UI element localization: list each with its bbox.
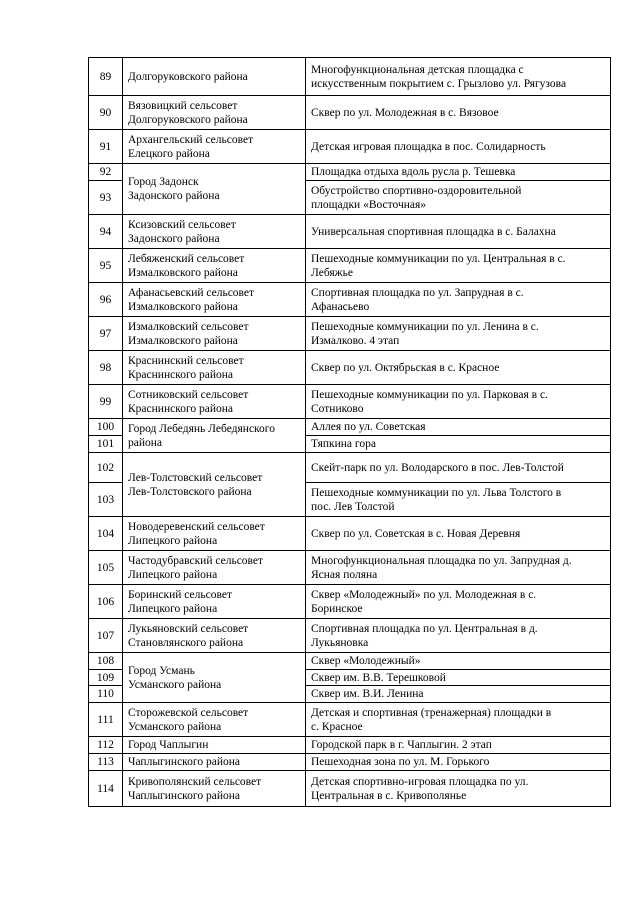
municipality-line: Краснинского района xyxy=(128,402,234,415)
object-cell xyxy=(306,686,611,703)
municipality-line: Лев-Толстовский сельсовет xyxy=(128,471,263,484)
municipality-line: Задонского района xyxy=(128,232,220,245)
object-line: Пешеходные коммуникации по ул. Льва Толстого в xyxy=(311,486,562,499)
object-line: с. Красное xyxy=(311,720,363,733)
municipality-line: Лебяженский сельсовет xyxy=(128,252,245,265)
object-line: Городской парк в г. Чаплыгин. 2 этап xyxy=(311,739,492,751)
object-line: Сквер «Молодежный» xyxy=(311,655,421,667)
object-cell xyxy=(306,351,611,385)
object-cell xyxy=(306,130,611,164)
object-line: Лукьяновка xyxy=(311,636,369,649)
object-cell xyxy=(306,653,611,670)
municipality-cell xyxy=(123,249,306,283)
object-line: Измалково. 4 этап xyxy=(311,334,400,347)
row-number: 91 xyxy=(89,130,123,164)
row-number: 109 xyxy=(89,670,123,686)
object-cell xyxy=(306,249,611,283)
object-cell xyxy=(306,670,611,686)
table-row xyxy=(89,351,611,385)
table-row xyxy=(89,703,611,737)
projects-table xyxy=(88,57,611,807)
table-row xyxy=(89,737,611,754)
row-number: 111 xyxy=(89,703,123,737)
municipality-line: Долгоруковского района xyxy=(128,113,248,126)
municipality-cell xyxy=(123,771,306,807)
row-number: 100 xyxy=(89,419,123,436)
municipality-line: Вязовицкий сельсовет xyxy=(128,99,238,112)
table-row xyxy=(89,453,611,483)
table-row xyxy=(89,164,611,181)
object-cell xyxy=(306,703,611,737)
object-line: Афанасьево xyxy=(311,300,370,313)
row-number: 113 xyxy=(89,754,123,771)
object-line: площадки «Восточная» xyxy=(311,198,427,211)
object-cell xyxy=(306,96,611,130)
municipality-line: Боринский сельсовет xyxy=(128,588,232,601)
object-line: пос. Лев Толстой xyxy=(311,500,395,513)
municipality-cell xyxy=(123,653,306,703)
row-number: 103 xyxy=(89,483,123,517)
municipality-line: Город Чаплыгин xyxy=(128,739,209,751)
object-line: Тяпкина гора xyxy=(311,438,376,450)
municipality-cell xyxy=(123,585,306,619)
object-cell xyxy=(306,483,611,517)
object-cell xyxy=(306,181,611,215)
table-row xyxy=(89,130,611,164)
municipality-line: Липецкого района xyxy=(128,568,218,581)
municipality-line: района xyxy=(128,436,163,449)
municipality-cell xyxy=(123,283,306,317)
table-row xyxy=(89,317,611,351)
municipality-line: Город Лебедянь Лебедянского xyxy=(128,422,275,435)
municipality-line: Измалковский сельсовет xyxy=(128,320,249,333)
object-line: Сквер по ул. Молодежная в с. Вязовое xyxy=(311,106,499,119)
table-row xyxy=(89,96,611,130)
row-number: 105 xyxy=(89,551,123,585)
object-cell xyxy=(306,754,611,771)
object-line: Аллея по ул. Советская xyxy=(311,421,426,433)
municipality-cell xyxy=(123,317,306,351)
municipality-cell xyxy=(123,737,306,754)
municipality-line: Липецкого района xyxy=(128,534,218,547)
object-cell xyxy=(306,436,611,453)
municipality-line: Измалковского района xyxy=(128,266,238,279)
object-line: Пешеходные коммуникации по ул. Ленина в с. xyxy=(311,320,539,333)
municipality-line: Измалковского района xyxy=(128,334,238,347)
municipality-line: Частодубравский сельсовет xyxy=(128,554,264,567)
municipality-line: Измалковского района xyxy=(128,300,238,313)
municipality-line: Становлянского района xyxy=(128,636,244,649)
municipality-line: Кривополянский сельсовет xyxy=(128,775,262,788)
municipality-cell xyxy=(123,703,306,737)
municipality-line: Город Задонск xyxy=(128,176,199,188)
row-number: 102 xyxy=(89,453,123,483)
municipality-line: Архангельский сельсовет xyxy=(128,133,254,146)
object-line: Лебяжье xyxy=(311,266,353,279)
municipality-line: Усманского района xyxy=(128,678,222,691)
object-line: Пешеходная зона по ул. М. Горького xyxy=(311,756,490,768)
object-cell xyxy=(306,517,611,551)
object-cell xyxy=(306,453,611,483)
object-cell xyxy=(306,771,611,807)
table-row xyxy=(89,585,611,619)
object-line: Сквер им. В.И. Ленина xyxy=(311,688,424,700)
row-number: 101 xyxy=(89,436,123,453)
row-number: 89 xyxy=(89,58,123,96)
object-cell xyxy=(306,58,611,96)
municipality-cell xyxy=(123,619,306,653)
municipality-cell xyxy=(123,351,306,385)
municipality-cell xyxy=(123,385,306,419)
municipality-line: Долгоруковского района xyxy=(128,70,248,83)
object-cell xyxy=(306,164,611,181)
row-number: 99 xyxy=(89,385,123,419)
municipality-cell xyxy=(123,96,306,130)
municipality-cell xyxy=(123,453,306,517)
row-number: 108 xyxy=(89,653,123,670)
row-number: 94 xyxy=(89,215,123,249)
table-row xyxy=(89,283,611,317)
table-row xyxy=(89,215,611,249)
object-line: Спортивная площадка по ул. Запрудная в с. xyxy=(311,286,524,299)
object-line: Сквер по ул. Советская в с. Новая Деревня xyxy=(311,527,521,540)
municipality-cell xyxy=(123,517,306,551)
municipality-cell xyxy=(123,58,306,96)
object-line: Сотниково xyxy=(311,402,364,415)
municipality-line: Лукьяновский сельсовет xyxy=(128,622,249,635)
municipality-line: Задонского района xyxy=(128,190,220,202)
object-line: Ясная поляна xyxy=(311,568,378,581)
object-cell xyxy=(306,619,611,653)
municipality-cell xyxy=(123,419,306,453)
municipality-line: Краснинского района xyxy=(128,368,234,381)
table-row xyxy=(89,619,611,653)
object-line: Многофункциональная детская площадка с xyxy=(311,63,524,76)
object-cell xyxy=(306,317,611,351)
municipality-line: Город Усмань xyxy=(128,664,195,677)
object-cell xyxy=(306,551,611,585)
object-line: Детская игровая площадка в пос. Солидарность xyxy=(311,140,546,153)
table-row xyxy=(89,249,611,283)
object-line: Универсальная спортивная площадка в с. Балахна xyxy=(311,225,556,238)
object-cell xyxy=(306,385,611,419)
row-number: 95 xyxy=(89,249,123,283)
row-number: 104 xyxy=(89,517,123,551)
row-number: 98 xyxy=(89,351,123,385)
object-cell xyxy=(306,585,611,619)
row-number: 107 xyxy=(89,619,123,653)
object-line: Скейт-парк по ул. Володарского в пос. Лев-Толстой xyxy=(311,461,564,474)
municipality-line: Сотниковский сельсовет xyxy=(128,388,249,401)
object-line: Площадка отдыха вдоль русла р. Тешевка xyxy=(311,166,516,178)
object-cell xyxy=(306,283,611,317)
object-line: Спортивная площадка по ул. Центральная в д. xyxy=(311,622,538,635)
table-row xyxy=(89,754,611,771)
row-number: 112 xyxy=(89,737,123,754)
municipality-line: Сторожевской сельсовет xyxy=(128,706,249,719)
row-number: 92 xyxy=(89,164,123,181)
object-line: Обустройство спортивно-оздоровительной xyxy=(311,184,522,197)
object-cell xyxy=(306,737,611,754)
row-number: 114 xyxy=(89,771,123,807)
municipality-line: Новодеревенский сельсовет xyxy=(128,520,265,533)
municipality-cell xyxy=(123,215,306,249)
table-row xyxy=(89,653,611,670)
row-number: 97 xyxy=(89,317,123,351)
object-line: Детская и спортивная (тренажерная) площадки в xyxy=(311,706,552,719)
object-cell xyxy=(306,419,611,436)
object-line: Боринское xyxy=(311,602,363,615)
object-cell xyxy=(306,215,611,249)
table-row xyxy=(89,385,611,419)
municipality-line: Чаплыгинского района xyxy=(128,789,241,802)
municipality-line: Афанасьевский сельсовет xyxy=(128,286,255,299)
table-row xyxy=(89,419,611,436)
row-number: 96 xyxy=(89,283,123,317)
object-line: Пешеходные коммуникации по ул. Парковая в с. xyxy=(311,388,548,401)
object-line: Центральная в с. Кривополянье xyxy=(311,789,467,802)
row-number: 106 xyxy=(89,585,123,619)
row-number: 110 xyxy=(89,686,123,703)
object-line: Сквер «Молодежный» по ул. Молодежная в с. xyxy=(311,588,537,601)
row-number: 93 xyxy=(89,181,123,215)
object-line: Пешеходные коммуникации по ул. Центральная в с. xyxy=(311,252,566,265)
object-line: Детская спортивно-игровая площадка по ул. xyxy=(311,775,529,788)
municipality-line: Чаплыгинского района xyxy=(128,756,241,768)
municipality-line: Елецкого района xyxy=(128,147,210,160)
object-line: Сквер им. В.В. Терешковой xyxy=(311,671,446,684)
object-line: Сквер по ул. Октябрьская в с. Красное xyxy=(311,361,500,374)
municipality-line: Липецкого района xyxy=(128,602,218,615)
municipality-line: Ксизовский сельсовет xyxy=(128,218,236,231)
table-row xyxy=(89,58,611,96)
municipality-line: Краснинский сельсовет xyxy=(128,354,244,367)
municipality-cell xyxy=(123,164,306,215)
municipality-line: Усманского района xyxy=(128,720,222,733)
municipality-cell xyxy=(123,754,306,771)
municipality-cell xyxy=(123,551,306,585)
table-row xyxy=(89,771,611,807)
object-line: искусственным покрытием с. Грызлово ул. Рягузова xyxy=(311,77,567,90)
municipality-line: Лев-Толстовского района xyxy=(128,485,252,498)
municipality-cell xyxy=(123,130,306,164)
table-row xyxy=(89,551,611,585)
table-row xyxy=(89,517,611,551)
row-number: 90 xyxy=(89,96,123,130)
object-line: Многофункциональная площадка по ул. Запрудная д. xyxy=(311,554,572,567)
